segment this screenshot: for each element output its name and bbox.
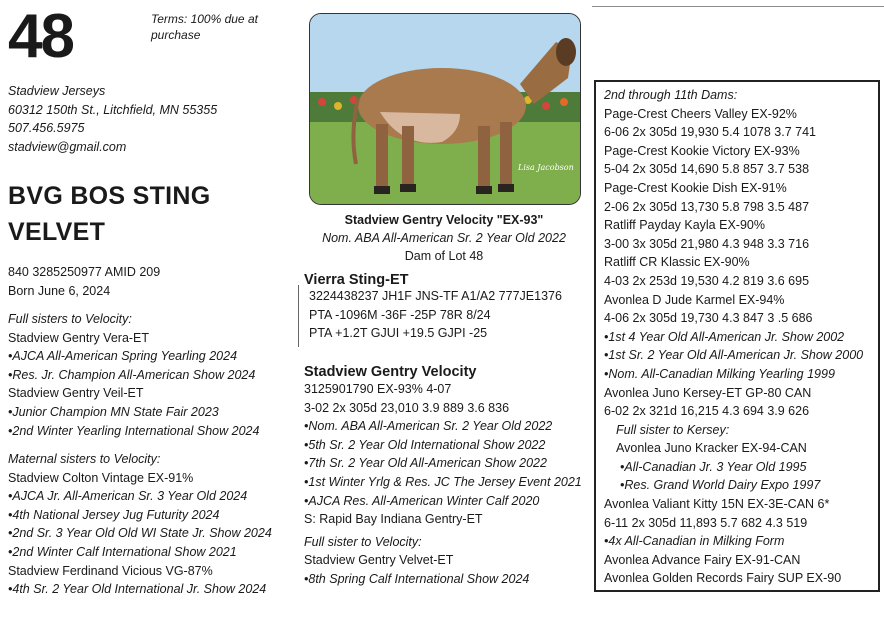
sister-name: Stadview Gentry Vera-ET [8, 330, 150, 345]
award-line: •4th Sr. 2 Year Old International Jr. Show 2024 [8, 582, 267, 597]
ancestor-name: Ratliff Payday Kayla EX-90% [604, 218, 765, 233]
cow-illustration [310, 14, 580, 204]
award-line: •4x All-Canadian in Milking Form [604, 534, 785, 549]
full-sisters-list [8, 329, 259, 441]
dam-award-line: •AJCA Res. All-American Winter Calf 2020 [304, 493, 540, 508]
animal-name-line1: BVG BOS STING [8, 182, 211, 210]
award-line: •All-Canadian Jr. 3 Year Old 1995 [620, 459, 807, 474]
award-line: •Junior Champion MN State Fair 2023 [8, 404, 219, 419]
sire-line-1: 3224438237 JH1F JNS-TF A1/A2 777JE1376 [309, 289, 562, 303]
dam-record-line: 3125901790 EX-93% 4-07 [304, 382, 452, 396]
sister-name: Stadview Ferdinand Vicious VG-87% [8, 563, 213, 578]
ancestor-name: Avonlea Juno Kersey-ET GP-80 CAN [604, 385, 812, 400]
dam-award-line: •1st Winter Yrlg & Res. JC The Jersey Event 2021 [304, 474, 582, 489]
award-line: •Res. Jr. Champion All-American Show 2024 [8, 367, 256, 382]
sub-heading: Full sister to Kersey: [616, 422, 730, 437]
dam-caption [300, 211, 588, 265]
animal-ids [8, 263, 160, 300]
production-record: 4-03 2x 253d 19,530 4.2 819 3.6 695 [604, 273, 810, 288]
ancestor-name: Avonlea D Jude Karmel EX-94% [604, 292, 785, 307]
production-record: 3-00 3x 305d 21,980 4.3 948 3.3 716 [604, 236, 810, 251]
award-line: •AJCA Jr. All-American Sr. 3 Year Old 2024 [8, 489, 248, 504]
consignor-phone: 507.456.5975 [8, 121, 85, 136]
animal-registration: 840 3285250977 AMID 209 [8, 265, 161, 279]
consignor-info [8, 82, 217, 156]
dam-full-sister-note: •8th Spring Calf International Show 2024 [304, 571, 530, 586]
ancestor-name: Page-Crest Kookie Dish EX-91% [604, 180, 787, 195]
sister-name: Stadview Colton Vintage EX-91% [8, 470, 194, 485]
lot-number: 48 [8, 2, 73, 71]
dam-award-line: •7th Sr. 2 Year Old All-American Show 2022 [304, 456, 547, 471]
consignor-email[interactable]: stadview@gmail.com [8, 139, 127, 154]
dam-full-sister-heading: Full sister to Velocity: [304, 534, 422, 549]
award-line: •2nd Winter Yearling International Show 2024 [8, 423, 260, 438]
dam-caption-dam-of: Dam of Lot 48 [404, 249, 484, 263]
ancestor-name: Avonlea Golden Records Fairy SUP EX-90 [604, 571, 842, 586]
animal-name-line2: VELVET [8, 218, 106, 246]
award-line: •2nd Sr. 3 Year Old Old WI State Jr. Show 2024 [8, 526, 272, 541]
dam-award-line: •Nom. ABA All-American Sr. 2 Year Old 2022 [304, 419, 553, 434]
maternal-sisters-section [8, 450, 272, 599]
production-record: 4-06 2x 305d 19,730 4.3 847 3 .5 686 [604, 311, 813, 326]
sister-name: Stadview Gentry Veil-ET [8, 386, 144, 401]
production-record: 2-06 2x 305d 13,730 5.8 798 3.5 487 [604, 199, 810, 214]
ancestor-name: Page-Crest Kookie Victory EX-93% [604, 143, 800, 158]
dam-record-line: 3-02 2x 305d 23,010 3.9 889 3.6 836 [304, 400, 510, 415]
dam-full-sister-name: Stadview Gentry Velvet-ET [304, 553, 454, 568]
award-line: •Res. Grand World Dairy Expo 1997 [620, 478, 821, 493]
ancestor-name: Avonlea Advance Fairy EX-91-CAN [604, 552, 801, 567]
animal-born: Born June 6, 2024 [8, 283, 111, 298]
dam-record-line: S: Rapid Bay Indiana Gentry-ET [304, 512, 483, 527]
production-record: 5-04 2x 305d 14,690 5.8 857 3.7 538 [604, 162, 810, 177]
dams-list [604, 105, 878, 588]
maternal-sisters-list [8, 469, 272, 599]
ancestor-name: Page-Crest Cheers Valley EX-92% [604, 106, 797, 121]
award-line: •1st Sr. 2 Year Old All-American Jr. Show 2000 [604, 348, 864, 363]
cow-photo [309, 13, 581, 205]
consignor-name: Stadview Jerseys [8, 84, 106, 98]
production-record: 6-02 2x 321d 16,215 4.3 694 3.9 626 [604, 404, 810, 419]
photo-watermark: Lisa Jacobson [518, 163, 574, 172]
ancestor-name: Avonlea Juno Kracker EX-94-CAN [616, 441, 807, 456]
dams-box-heading: 2nd through 11th Dams: [604, 88, 738, 102]
award-line: •Nom. All-Canadian Milking Yearling 1999 [604, 366, 835, 381]
dam-award-line: •5th Sr. 2 Year Old International Show 2022 [304, 437, 546, 452]
lot-terms: Terms: 100% due at purchase [151, 12, 258, 42]
award-line: •2nd Winter Calf International Show 2021 [8, 544, 237, 559]
sire-name: Vierra Sting-ET [304, 272, 409, 288]
ancestor-name: Avonlea Valiant Kitty 15N EX-3E-CAN 6* [604, 497, 830, 512]
top-rule [592, 6, 884, 7]
dam-caption-award: Nom. ABA All-American Sr. 2 Year Old 2022 [322, 231, 566, 245]
consignor-address: 60312 150th St., Litchfield, MN 55355 [8, 102, 218, 117]
award-line: •1st 4 Year Old All-American Jr. Show 2002 [604, 329, 845, 344]
full-sisters-section [8, 310, 259, 440]
award-line: •4th National Jersey Jug Futurity 2024 [8, 507, 220, 522]
dam-name: Stadview Gentry Velocity [304, 364, 477, 380]
ancestor-name: Ratliff CR Klassic EX-90% [604, 255, 750, 270]
dam-section [304, 364, 582, 589]
sire-line-3: PTA +1.2T GJUI +19.5 GJPI -25 [309, 326, 488, 341]
dam-lines [304, 380, 582, 529]
full-sisters-heading: Full sisters to Velocity: [8, 312, 132, 326]
sire-info [298, 285, 562, 347]
animal-name [8, 178, 211, 250]
maternal-sisters-heading: Maternal sisters to Velocity: [8, 452, 161, 466]
production-record: 6-06 2x 305d 19,930 5.4 1078 3.7 741 [604, 125, 816, 140]
dam-caption-title: Stadview Gentry Velocity "EX-93" [344, 213, 544, 227]
award-line: •AJCA All-American Spring Yearling 2024 [8, 349, 238, 364]
sire-line-2: PTA -1096M -36F -25P 78R 8/24 [309, 307, 491, 322]
dams-box [594, 80, 880, 592]
production-record: 6-11 2x 305d 11,893 5.7 682 4.3 519 [604, 515, 808, 530]
